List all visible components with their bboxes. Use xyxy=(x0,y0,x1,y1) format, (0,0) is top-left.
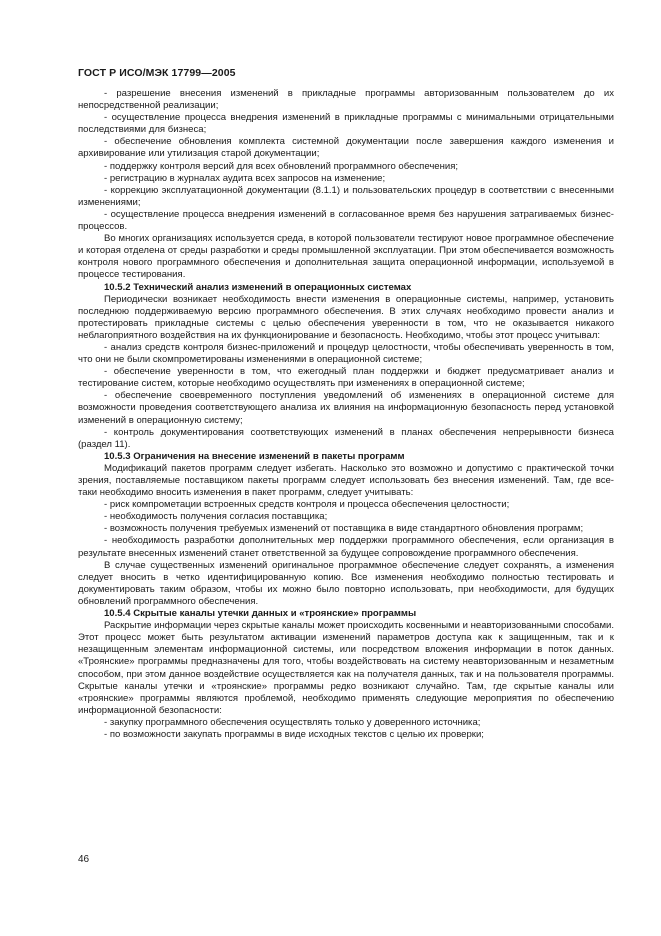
paragraph: В случае существенных изменений оригинальное программное обеспечение следует сохранять, а изменения следует вносить в четко идентифицированную копию. Все изменения необходимо полностью тестировать и документировать таким образом, чтобы их можно было повторно использовать, при необходимости, для будущих обновлений программного обеспечения. xyxy=(78,559,614,607)
paragraph: Модификаций пакетов программ следует избегать. Насколько это возможно и допустимо с практической точки зрения, поставляемые поставщиком пакеты программ следует использовать без внесения изменений. Там, где все-таки необходимо вносить изменения в пакет программ, следует учитывать: xyxy=(78,462,614,499)
paragraph: - риск компрометации встроенных средств контроля и процесса обеспечения целостности; xyxy=(104,499,510,511)
paragraph: - разрешение внесения изменений в прикладные программы авторизованным пользователем до их непосредственной реализации; xyxy=(78,88,614,112)
section-heading: 10.5.2 Технический анализ изменений в операционных системах xyxy=(104,281,412,293)
paragraph: - необходимость разработки дополнительных мер поддержки программного обеспечения, если организация в результате внесенных изменений станет ответственной за будущее сопровождение программного обеспечения. xyxy=(78,535,614,559)
paragraph: - обеспечение своевременного поступления уведомлений об изменениях в операционной системе для возможности проведения соответствующего анализа их влияния на информационную безопасность перед установкой изменений в операционную систему; xyxy=(78,390,614,426)
page-number: 46 xyxy=(78,854,90,865)
document-body xyxy=(78,88,614,741)
paragraph: - осуществление процесса внедрения изменений в согласованное время без нарушения затрагиваемых бизнес-процессов. xyxy=(78,208,614,233)
paragraph: - коррекцию эксплуатационной документации (8.1.1) и пользовательских процедур в соответствии с внесенными изменениями; xyxy=(78,184,614,208)
paragraph: - обеспечение уверенности в том, что ежегодный план поддержки и бюджет предусматривает анализ и тестирование систем, которые необходимо осуществлять при изменениях в операционной системе; xyxy=(78,366,614,390)
paragraph: - по возможности закупать программы в виде исходных текстов с целью их проверки; xyxy=(104,728,484,740)
paragraph: - осуществление процесса внедрения изменений в прикладные программы с минимальными отрицательными последствиями для бизнеса; xyxy=(78,112,614,136)
paragraph: - анализ средств контроля бизнес-приложений и процедур целостности, чтобы обеспечивать уверенность в том, что они не были скомпрометированы изменениями в операционной системе; xyxy=(78,341,614,366)
paragraph: - обеспечение обновления комплекта системной документации после завершения каждого изменения и архивирование или утилизация старой документации; xyxy=(78,136,614,160)
paragraph: - регистрацию в журналах аудита всех запросов на изменение; xyxy=(104,172,386,184)
paragraph: - контроль документирования соответствующих изменений в планах обеспечения непрерывности бизнеса (раздел 11). xyxy=(78,426,614,450)
section-heading: 10.5.3 Ограничения на внесение изменений в пакеты программ xyxy=(104,450,405,462)
paragraph: Во многих организациях используется среда, в которой пользователи тестируют новое программное обеспечение и которая отделена от среды разработки и среды промышленной эксплуатации. При этом обеспечивается возможность контроля нового программного обеспечения и дополнительная защита операционной информации, используемой в процессе тестирования. xyxy=(78,233,614,281)
paragraph: - поддержку контроля версий для всех обновлений программного обеспечения; xyxy=(104,160,459,172)
paragraph: - возможность получения требуемых изменений от поставщика в виде стандартного обновления программ; xyxy=(104,523,584,535)
paragraph: - необходимость получения согласия поставщика; xyxy=(104,511,328,523)
paragraph: - закупку программного обеспечения осуществлять только у доверенного источника; xyxy=(104,716,481,728)
document-header: ГОСТ Р ИСО/МЭК 17799—2005 xyxy=(78,67,236,79)
section-heading: 10.5.4 Скрытые каналы утечки данных и «троянские» программы xyxy=(104,608,417,620)
paragraph: Периодически возникает необходимость внести изменения в операционные системы, например, установить последнюю поддерживаемую версию программного обеспечения. В этих случаях необходимо провести анализ и протестировать прикладные системы с целью обеспечения уверенности в том, что не оказывается никакого неблагоприятного воздействия на их функционирование и безопасность. Необходимо, чтобы этот процесс учитывал: xyxy=(78,293,614,341)
paragraph: Раскрытие информации через скрытые каналы может происходить косвенными и неавторизованными способами. Этот процесс может быть результатом активации изменений параметров доступа как к защищенным, так и к незащищенным элементам информационной системы, или посредством вложения информации в поток данных. «Троянские» программы предназначены для того, чтобы воздействовать на систему неавторизованным и незаметным способом, при этом данное воздействие осуществляется как на получателя данных, так и на пользователя программы. Скрытые каналы утечки и «троянские» программы редко возникают случайно. Там, где скрытые каналы или «троянские» программы являются проблемой, необходимо применять следующие мероприятия по обеспечению информационной безопасности: xyxy=(78,620,614,716)
